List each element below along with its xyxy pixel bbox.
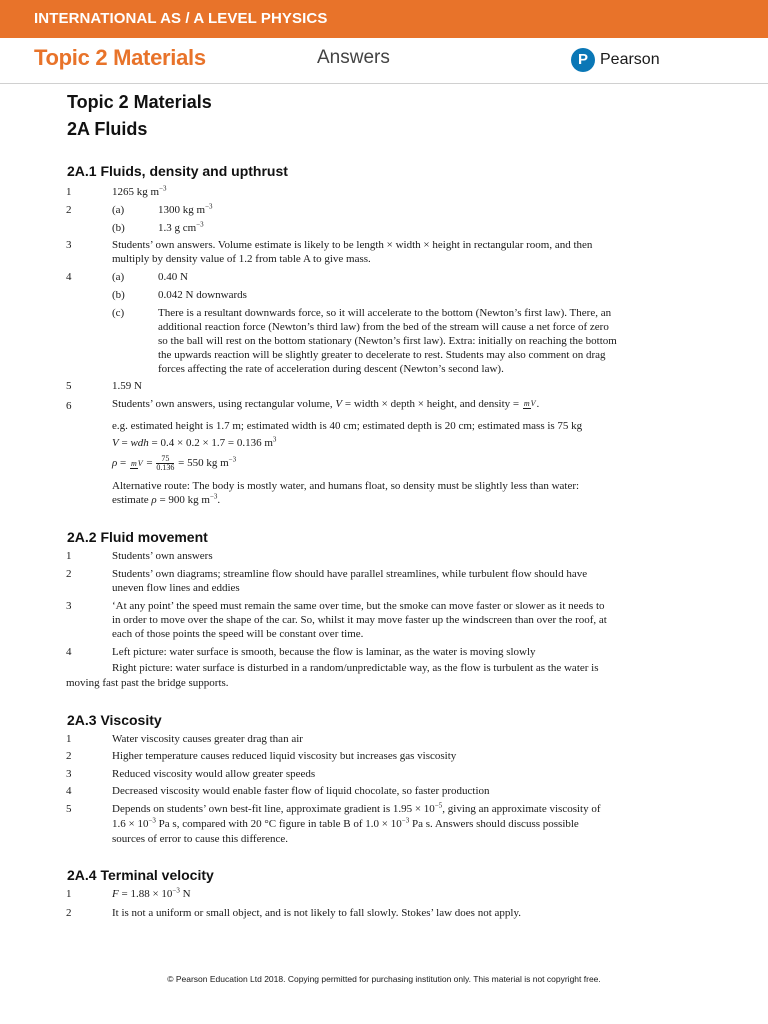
answer-number: 5 (66, 380, 72, 392)
answer-number: 2 (66, 750, 72, 762)
answer-number: 4 (66, 785, 72, 797)
answer-text: It is not a uniform or small object, and is not likely to fall slowly. Stokes’ law does not apply. (112, 907, 521, 919)
part-label: (a) (112, 271, 125, 283)
answer-text: moving fast past the bridge supports. (66, 677, 229, 689)
section-heading-2a2: 2A.2 Fluid movement (67, 529, 208, 545)
answer-text: Water viscosity causes greater drag than air (112, 733, 303, 745)
header-answers: Answers (317, 47, 390, 68)
answer-number: 3 (66, 768, 72, 780)
answer-text: Decreased viscosity would enable faster flow of liquid chocolate, so faster production (112, 785, 490, 797)
answer-text: additional reaction force (Newton’s third law) from the bed of the stream will cause a net force of zero (158, 321, 609, 333)
answer-number: 1 (66, 186, 72, 198)
answer-number: 3 (66, 239, 72, 251)
answer-text: Right picture: water surface is disturbed in a random/unpredictable way, as the flow is turbulent as the water is (112, 662, 599, 674)
copyright-footer: © Pearson Education Ltd 2018. Copying permitted for purchasing institution only. This material is not copyright free. (167, 974, 601, 984)
section-heading-2a1: 2A.1 Fluids, density and upthrust (67, 163, 288, 179)
pearson-logo-text: Pearson (600, 51, 660, 68)
answer-text: e.g. estimated height is 1.7 m; estimated width is 40 cm; estimated depth is 20 cm; estimated mass is 75 kg (112, 420, 583, 432)
answer-number: 2 (66, 568, 72, 580)
answer-text: $F = 1.88 \times 10^{-3}$ N (112, 886, 191, 900)
answer-text: Depends on students’ own best-fit line, approximate gradient is $1.95 \times 10^{-5}$, giving an approximate viscosity of (112, 801, 601, 815)
answer-text: 1265 kg $m^{-3}$ (112, 184, 167, 198)
answer-text: $1.6 \times 10^{-3}$ Pa s, compared with 20 °C figure in table B of $1.0 \times 10^{-3}$ Pa s. Answers should discuss possible (112, 816, 579, 830)
pearson-logo-icon: P (571, 48, 595, 72)
page-header (0, 38, 768, 84)
page-subtitle: 2A Fluids (67, 119, 148, 139)
answer-text: forces affecting the rate of acceleration during descent (Newton’s second law). (158, 363, 504, 375)
answer-number: 1 (66, 550, 72, 562)
answer-text: multiply by density value of 1.2 from table A to give mass. (112, 253, 371, 265)
answer-text: each of those points the speed will be constant over time. (112, 628, 364, 640)
answer-number: 1 (66, 888, 72, 900)
equation-density: ρ = mV = $\frac{75}{0.136}$ = 550 kg $m^{-3}$ (112, 454, 237, 472)
answer-text: Students’ own diagrams; streamline flow should have parallel streamlines, while turbulent flow should have (112, 568, 588, 580)
answer-number: 4 (66, 646, 72, 658)
answer-text: so the ball will rest on the bottom stationary (Newton’s first law). Extra: initially on reaching the bottom (158, 335, 617, 347)
answer-text: 1.59 N (112, 380, 142, 392)
answer-text: Left picture: water surface is smooth, because the flow is laminar, as the water is moving slowly (112, 646, 536, 658)
answer-number: 2 (66, 907, 72, 919)
answer-text: Students’ own answers. Volume estimate is likely to be length × width × height in rectangular room, and then (112, 239, 593, 251)
answer-number: 6 (66, 400, 72, 412)
answer-text: 0.40 N (158, 271, 188, 283)
answer-text: 0.042 N downwards (158, 289, 247, 301)
answer-number: 4 (66, 271, 72, 283)
answer-text: ‘At any point’ the speed must remain the same over time, but the smoke can move faster or slower as it needs to (112, 600, 605, 612)
section-heading-2a4: 2A.4 Terminal velocity (67, 867, 214, 883)
answer-number: 2 (66, 204, 72, 216)
answer-number: 1 (66, 733, 72, 745)
answer-text: Students’ own answers, using rectangular volume, V = width × depth × height, and density = mV. (112, 398, 540, 410)
answer-number: 5 (66, 803, 72, 815)
answer-text: 1.3 g $cm^{-3}$ (158, 220, 204, 234)
banner-text: INTERNATIONAL AS / A LEVEL PHYSICS (34, 10, 328, 27)
answer-text: in order to move over the shape of the car. So, whilst it may move faster up the windscreen than over the roof, at (112, 614, 607, 626)
section-heading-2a3: 2A.3 Viscosity (67, 712, 162, 728)
answer-text: uneven flow lines and eddies (112, 582, 240, 594)
page-title: Topic 2 Materials (67, 92, 212, 112)
equation-volume: V = wdh = 0.4 × 0.2 × 1.7 = 0.136 $m^3$ (112, 435, 277, 449)
answer-text: sources of error to cause this difference. (112, 833, 289, 845)
fraction: mV (523, 399, 536, 409)
fraction: $\frac{75}{0.136}$ (156, 454, 175, 472)
answer-text: 1300 kg $m^{-3}$ (158, 202, 213, 216)
top-banner (0, 0, 768, 38)
pearson-logo (571, 47, 660, 73)
answer-number: 3 (66, 600, 72, 612)
fraction: mV (131, 458, 143, 468)
part-label: (c) (112, 307, 125, 319)
part-label: (a) (112, 204, 125, 216)
answer-text: Higher temperature causes reduced liquid viscosity but increases gas viscosity (112, 750, 457, 762)
answer-text: estimate ρ = 900 kg $m^{-3}$. (112, 492, 221, 506)
answer-text: the upwards reaction will be slightly greater to decelerate to rest. Students may also comment on drag (158, 349, 606, 361)
answer-text: Reduced viscosity would allow greater speeds (112, 768, 316, 780)
answer-text: There is a resultant downwards force, so it will accelerate to the bottom (Newton’s first law). There, an (158, 307, 612, 319)
header-topic: Topic 2 Materials (34, 45, 206, 70)
answer-text: Students’ own answers (112, 550, 213, 562)
part-label: (b) (112, 289, 125, 301)
part-label: (b) (112, 222, 125, 234)
answer-text: Alternative route: The body is mostly water, and humans float, so density must be slightly less than water: (112, 480, 580, 492)
